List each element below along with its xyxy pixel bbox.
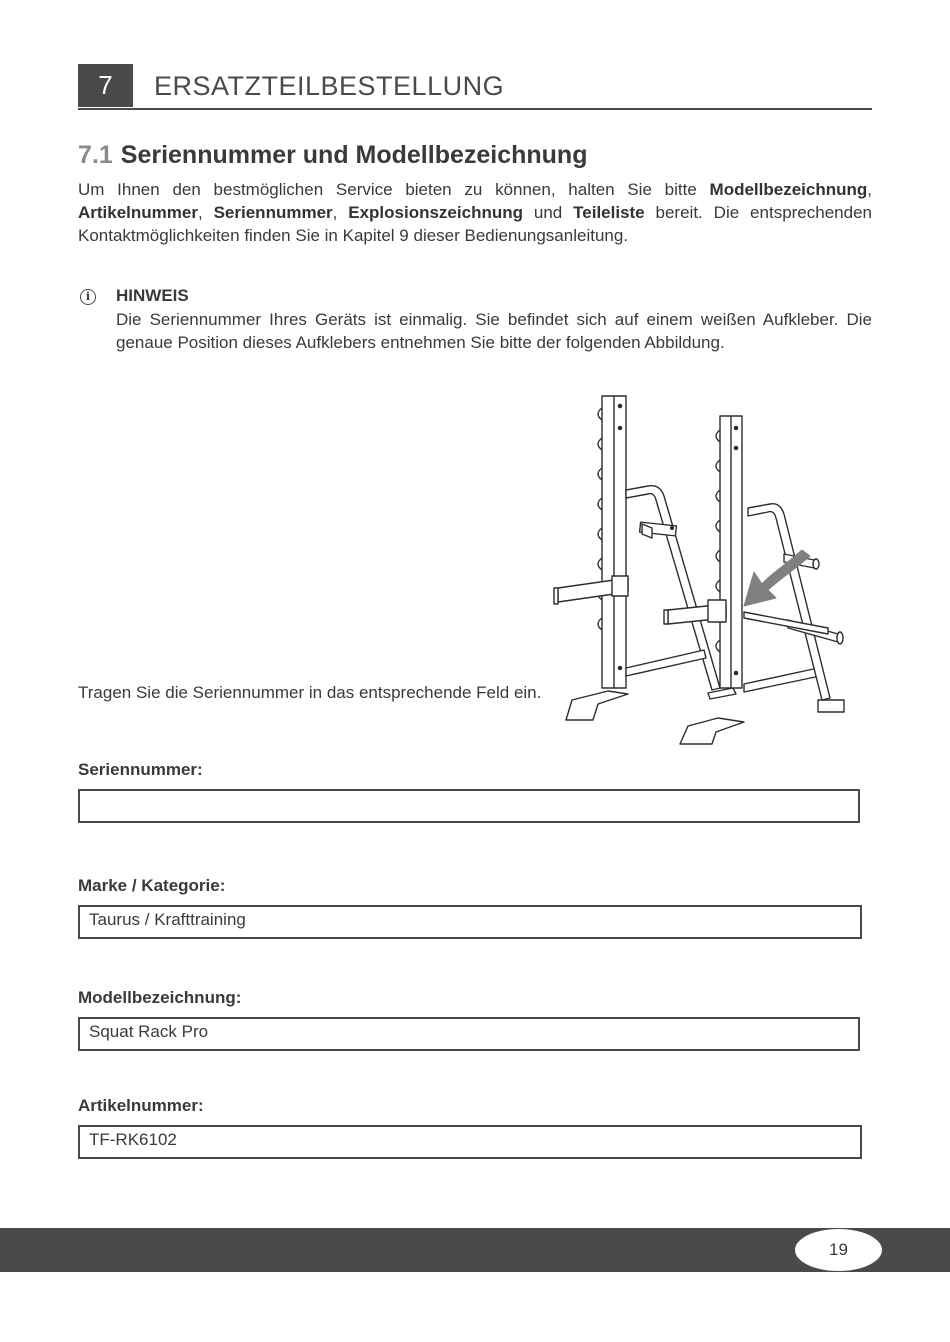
section-title: Seriennummer und Modellbezeichnung — [120, 141, 588, 169]
section-number: 7.1 — [78, 141, 113, 169]
brand-category-field[interactable]: Taurus / Krafttraining — [78, 905, 862, 939]
brand-category-label: Marke / Kategorie: — [78, 876, 226, 895]
rear-upright — [566, 396, 628, 720]
intro-term-exploded: Explosionszeichnung — [348, 203, 523, 222]
intro-text: , — [867, 180, 872, 199]
intro-term-serial: Seriennummer — [213, 203, 333, 222]
instruction-text: Tragen Sie die Seriennummer in das entsprechende Feld ein. — [78, 683, 542, 702]
chapter-number: 7 — [78, 64, 133, 107]
page-number: 19 — [795, 1229, 882, 1271]
chapter-header — [78, 64, 872, 110]
intro-term-parts: Teileliste — [573, 203, 645, 222]
article-number-label: Artikelnummer: — [78, 1096, 204, 1115]
note-title: HINWEIS — [116, 286, 189, 305]
note-text: Die Seriennummer Ihres Geräts ist einmalig. Sie befindet sich auf einem weißen Aufkleber. Die genaue Position dieses Aufklebers entnehmen Sie bitte der folgenden Abbildung. — [116, 310, 872, 352]
serial-number-field[interactable] — [78, 789, 860, 823]
front-upright — [680, 416, 844, 744]
intro-term-article: Artikelnummer — [78, 203, 198, 222]
info-icon: i — [80, 289, 96, 305]
intro-text: bereit. Die entsprechenden Kontaktmöglichkeiten finden Sie in Kapitel 9 dieser Bedienungsanleitung. — [78, 203, 872, 245]
intro-paragraph — [78, 178, 872, 247]
intro-term-model: Modellbezeichnung — [709, 180, 868, 199]
serial-number-label: Seriennummer: — [78, 760, 203, 779]
intro-text: und — [523, 203, 574, 222]
article-number-field[interactable]: TF-RK6102 — [78, 1125, 862, 1159]
chapter-title: ERSATZTEILBESTELLUNG — [154, 71, 505, 101]
intro-text: , — [332, 203, 349, 222]
model-name-field[interactable]: Squat Rack Pro — [78, 1017, 860, 1051]
intro-text: , — [197, 203, 214, 222]
section-heading — [78, 138, 587, 172]
squat-rack-illustration — [548, 388, 860, 748]
model-name-label: Modellbezeichnung: — [78, 988, 242, 1007]
intro-text: Um Ihnen den bestmöglichen Service bieten zu können, halten Sie bitte — [78, 180, 710, 199]
